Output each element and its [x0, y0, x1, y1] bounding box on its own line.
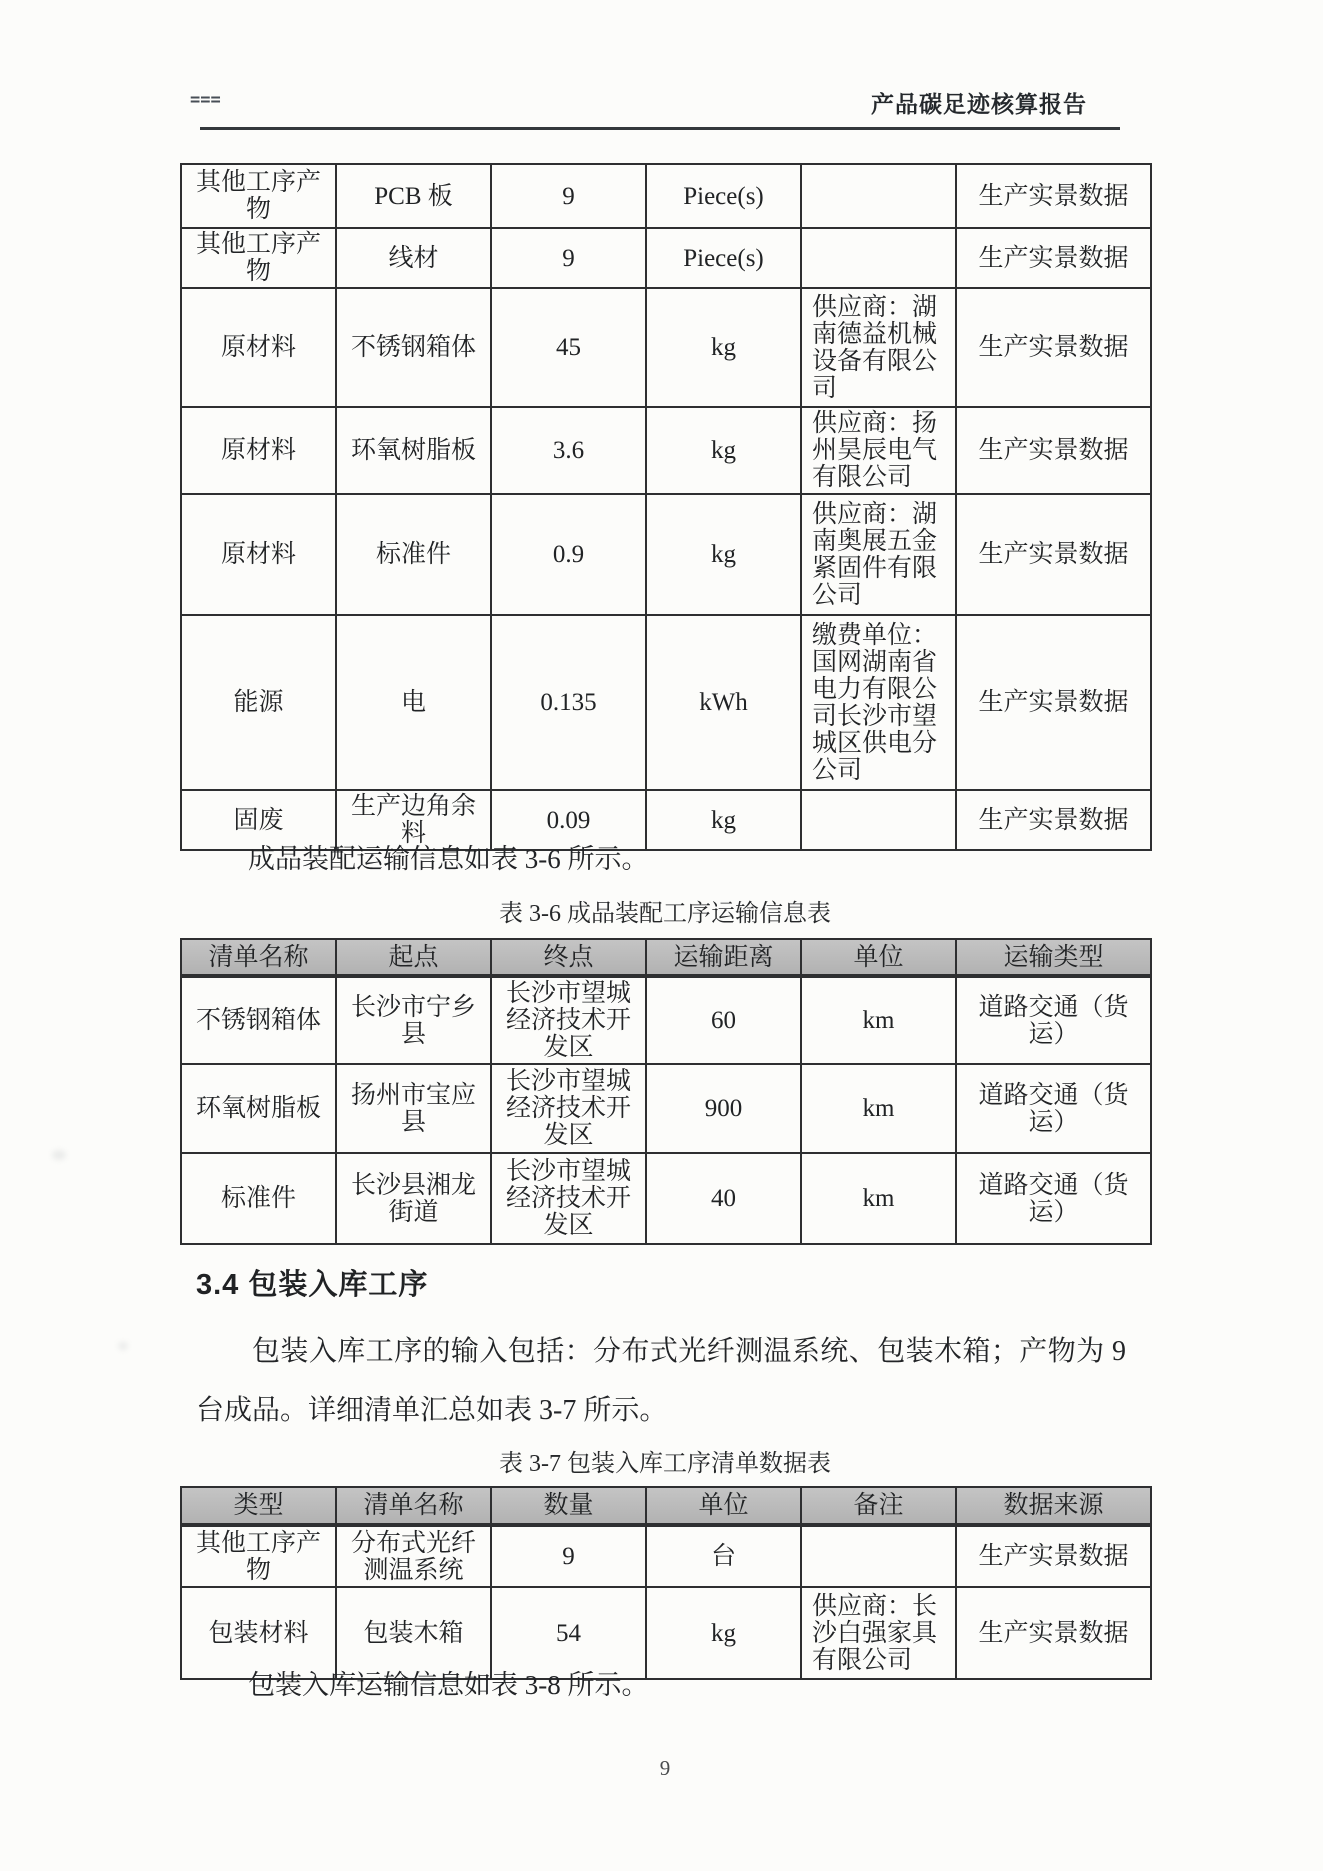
table-cell: 分布式光纤测温系统 [336, 1525, 491, 1587]
column-header: 类型 [181, 1487, 336, 1525]
assembly-transport-note: 成品装配运输信息如表 3-6 所示。 [248, 844, 649, 874]
table-cell: 环氧树脂板 [336, 407, 491, 494]
column-header: 运输类型 [956, 939, 1151, 976]
section-3-4-heading: 3.4 包装入库工序 [196, 1269, 429, 1301]
table-cell: 其他工序产物 [181, 164, 336, 228]
table-cell: 缴费单位：国网湖南省电力有限公司长沙市望城区供电分公司 [801, 615, 956, 790]
table-cell: 生产实景数据 [956, 288, 1151, 407]
table-cell: 生产实景数据 [956, 1525, 1151, 1587]
table-cell: 长沙市望城经济技术开发区 [491, 1153, 646, 1244]
scan-smudge [118, 1342, 128, 1350]
table-cell: 固废 [181, 790, 336, 850]
table-cell: 其他工序产物 [181, 228, 336, 288]
table-cell: 原材料 [181, 407, 336, 494]
table-cell: kg [646, 407, 801, 494]
table-row [181, 790, 1151, 850]
table-row [181, 1587, 1151, 1679]
assembly-transport-table [180, 938, 1152, 1245]
table-cell: 能源 [181, 615, 336, 790]
table-cell: kg [646, 288, 801, 407]
table-cell: 生产实景数据 [956, 228, 1151, 288]
table-cell: Piece(s) [646, 164, 801, 228]
table-cell: 包装木箱 [336, 1587, 491, 1679]
section-3-4-paragraph: 包装入库工序的输入包括：分布式光纤测温系统、包装木箱；产物为 9 台成品。详细清单汇总如表 3-7 所示。 [196, 1336, 1126, 1426]
table-cell: Piece(s) [646, 228, 801, 288]
table-cell: 标准件 [336, 494, 491, 615]
table-header-row [181, 1487, 1151, 1525]
header-title: 产品碳足迹核算报告 [871, 91, 1087, 117]
scan-smudge [52, 1150, 66, 1160]
table-cell: 45 [491, 288, 646, 407]
table-cell: 道路交通（货运） [956, 976, 1151, 1064]
table-cell: km [801, 1153, 956, 1244]
table-cell: km [801, 1064, 956, 1153]
column-header: 单位 [646, 1487, 801, 1525]
table-cell: 长沙市望城经济技术开发区 [491, 1064, 646, 1153]
table-row [181, 1064, 1151, 1153]
column-header: 备注 [801, 1487, 956, 1525]
table-cell: 台 [646, 1525, 801, 1587]
table-cell: kg [646, 494, 801, 615]
column-header: 起点 [336, 939, 491, 976]
table-cell: 生产实景数据 [956, 164, 1151, 228]
table-cell: 不锈钢箱体 [336, 288, 491, 407]
column-header: 数据来源 [956, 1487, 1151, 1525]
column-header: 运输距离 [646, 939, 801, 976]
table-row [181, 615, 1151, 790]
table-cell: 3.6 [491, 407, 646, 494]
table-row [181, 1525, 1151, 1587]
table-3-6-caption: 表 3-6 成品装配工序运输信息表 [499, 901, 831, 927]
table-cell [801, 228, 956, 288]
table-row [181, 494, 1151, 615]
table-cell: 线材 [336, 228, 491, 288]
table-row [181, 976, 1151, 1064]
column-header: 清单名称 [181, 939, 336, 976]
table-cell: 9 [491, 228, 646, 288]
table-row [181, 1153, 1151, 1244]
header-redaction-mark: === [190, 90, 221, 110]
table-cell: 60 [646, 976, 801, 1064]
page-number: 9 [659, 1756, 671, 1780]
header-rule [200, 127, 1120, 130]
table-cell: 不锈钢箱体 [181, 976, 336, 1064]
table-cell: 生产实景数据 [956, 1587, 1151, 1679]
table-cell: 0.09 [491, 790, 646, 850]
table-cell: 生产实景数据 [956, 407, 1151, 494]
table-cell: 包装材料 [181, 1587, 336, 1679]
table-cell: 环氧树脂板 [181, 1064, 336, 1153]
table-cell: 生产实景数据 [956, 790, 1151, 850]
table-cell: PCB 板 [336, 164, 491, 228]
table-cell: 原材料 [181, 288, 336, 407]
table-cell: 电 [336, 615, 491, 790]
table-cell: 标准件 [181, 1153, 336, 1244]
packaging-transport-note: 包装入库运输信息如表 3-8 所示。 [248, 1670, 649, 1700]
column-header: 清单名称 [336, 1487, 491, 1525]
table-cell: 原材料 [181, 494, 336, 615]
table-cell: 9 [491, 164, 646, 228]
table-cell [801, 1525, 956, 1587]
table-cell: 道路交通（货运） [956, 1064, 1151, 1153]
table-cell: kWh [646, 615, 801, 790]
column-header: 单位 [801, 939, 956, 976]
table-cell [801, 790, 956, 850]
table-cell: 道路交通（货运） [956, 1153, 1151, 1244]
table-cell: 生产实景数据 [956, 494, 1151, 615]
table-3-7-caption: 表 3-7 包装入库工序清单数据表 [499, 1451, 831, 1477]
table-cell: km [801, 976, 956, 1064]
table-cell: 扬州市宝应县 [336, 1064, 491, 1153]
table-cell: 40 [646, 1153, 801, 1244]
packaging-inventory-table [180, 1486, 1152, 1680]
table-cell: 54 [491, 1587, 646, 1679]
column-header: 终点 [491, 939, 646, 976]
table-cell: 其他工序产物 [181, 1525, 336, 1587]
table-cell: 长沙市望城经济技术开发区 [491, 976, 646, 1064]
table-row [181, 288, 1151, 407]
table-row [181, 164, 1151, 228]
table-cell: 0.9 [491, 494, 646, 615]
column-header: 数量 [491, 1487, 646, 1525]
table-header-row [181, 939, 1151, 976]
table-cell: 供应商：扬州昊辰电气有限公司 [801, 407, 956, 494]
table-cell: 生产边角余料 [336, 790, 491, 850]
table-cell: 0.135 [491, 615, 646, 790]
table-cell: 供应商：长沙白强家具有限公司 [801, 1587, 956, 1679]
table-cell: 9 [491, 1525, 646, 1587]
table-cell: kg [646, 790, 801, 850]
table-row [181, 228, 1151, 288]
assembly-inventory-table [180, 163, 1152, 851]
table-cell: 生产实景数据 [956, 615, 1151, 790]
table-cell [801, 164, 956, 228]
table-cell: 供应商：湖南奥展五金紧固件有限公司 [801, 494, 956, 615]
table-row [181, 407, 1151, 494]
table-cell: 长沙市宁乡县 [336, 976, 491, 1064]
table-cell: 长沙县湘龙街道 [336, 1153, 491, 1244]
table-cell: 900 [646, 1064, 801, 1153]
table-cell: 供应商：湖南德益机械设备有限公司 [801, 288, 956, 407]
table-cell: kg [646, 1587, 801, 1679]
